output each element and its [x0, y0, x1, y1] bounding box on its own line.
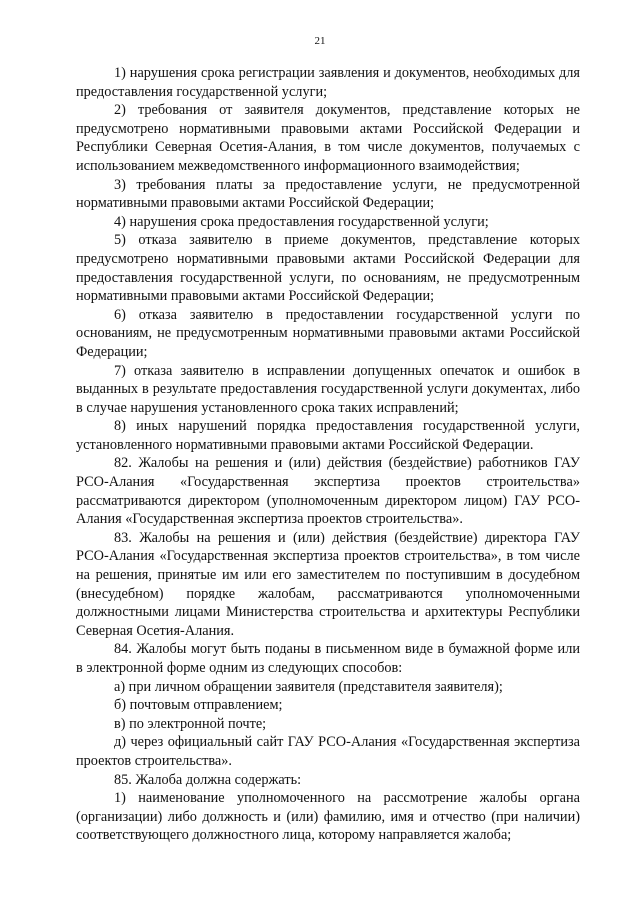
paragraph-clause-83: 83. Жалобы на решения и (или) действия (бездействие) директора ГАУ РСО-Алания «Государственная экспертиза проектов строительства», в том числе на решения, принятые им или его заместителем по поступившим в досудебном (внесудебном) порядке жалобам, рассматриваются уполномоченными должностными лицами Министерства строительства и архитектуры Республики Северная Осетия-Алания. — [76, 529, 580, 639]
paragraph-item-1-registration-violation: 1) нарушения срока регистрации заявления и документов, необходимых для предоставления государственной услуги; — [76, 65, 580, 100]
document-body — [76, 64, 580, 845]
paragraph-method-d: д) через официальный сайт ГАУ РСО-Алания «Государственная экспертиза проектов строительства». — [76, 734, 580, 769]
paragraph-item-7-refusal-corrections: 7) отказа заявителю в исправлении допущенных опечаток и ошибок в выданных в результате предоставления государственной услуги документах, либо в случае нарушения установленного срока таких исправлений; — [76, 362, 580, 416]
paragraph-item-2-extra-documents: 2) требования от заявителя документов, представление которых не предусмотрено нормативными правовыми актами Российской Федерации и Республики Северная Осетия-Алания, в том числе документов, получаемых с использованием межведомственного информационного взаимодействия; — [76, 102, 580, 174]
paragraph-clause-84: 84. Жалобы могут быть поданы в письменном виде в бумажной форме или в электронной форме одним из следующих способов: — [76, 641, 580, 676]
paragraph-item-3-payment-demand: 3) требования платы за предоставление услуги, не предусмотренной нормативными правовыми актами Российской Федерации; — [76, 176, 580, 212]
paragraph-method-v: в) по электронной почте; — [114, 715, 267, 732]
paragraph-item-8-other-violations: 8) иных нарушений порядка предоставления государственной услуги, установленного нормативными правовыми актами Российской Федерации. — [76, 418, 580, 453]
page-number: 21 — [314, 35, 326, 47]
paragraph-method-b: б) почтовым отправлением; — [114, 697, 283, 714]
paragraph-complaint-item-1: 1) наименование уполномоченного на рассмотрение жалобы органа (организации) либо должность и (или) фамилию, имя и отчество (при наличии) соответствующего должностного лица, которому направляется жалоба; — [76, 790, 580, 844]
paragraph-item-4-deadline-violation: 4) нарушения срока предоставления государственной услуги; — [114, 213, 489, 230]
paragraph-item-6-refusal-service: 6) отказа заявителю в предоставлении государственной услуги по основаниям, не предусмотренным нормативными правовыми актами Российской Федерации; — [76, 306, 580, 360]
paragraph-method-a: а) при личном обращении заявителя (представителя заявителя); — [114, 678, 503, 695]
paragraph-clause-82: 82. Жалобы на решения и (или) действия (бездействие) работников ГАУ РСО-Алания «Государственная экспертиза проектов строительства» рассматриваются директором (уполномоченным директором лицом) ГАУ РСО-Алания «Государственная экспертиза проектов строительства». — [76, 455, 580, 528]
paragraph-clause-85: 85. Жалоба должна содержать: — [114, 771, 302, 788]
paragraph-item-5-refusal-acceptance: 5) отказа заявителю в приеме документов, представление которых предусмотрено нормативными правовыми актами Российской Федерации для предоставления государственной услуги, по основаниям, не предусмотренным нормативными правовыми актами Российской Федерации; — [76, 232, 580, 305]
